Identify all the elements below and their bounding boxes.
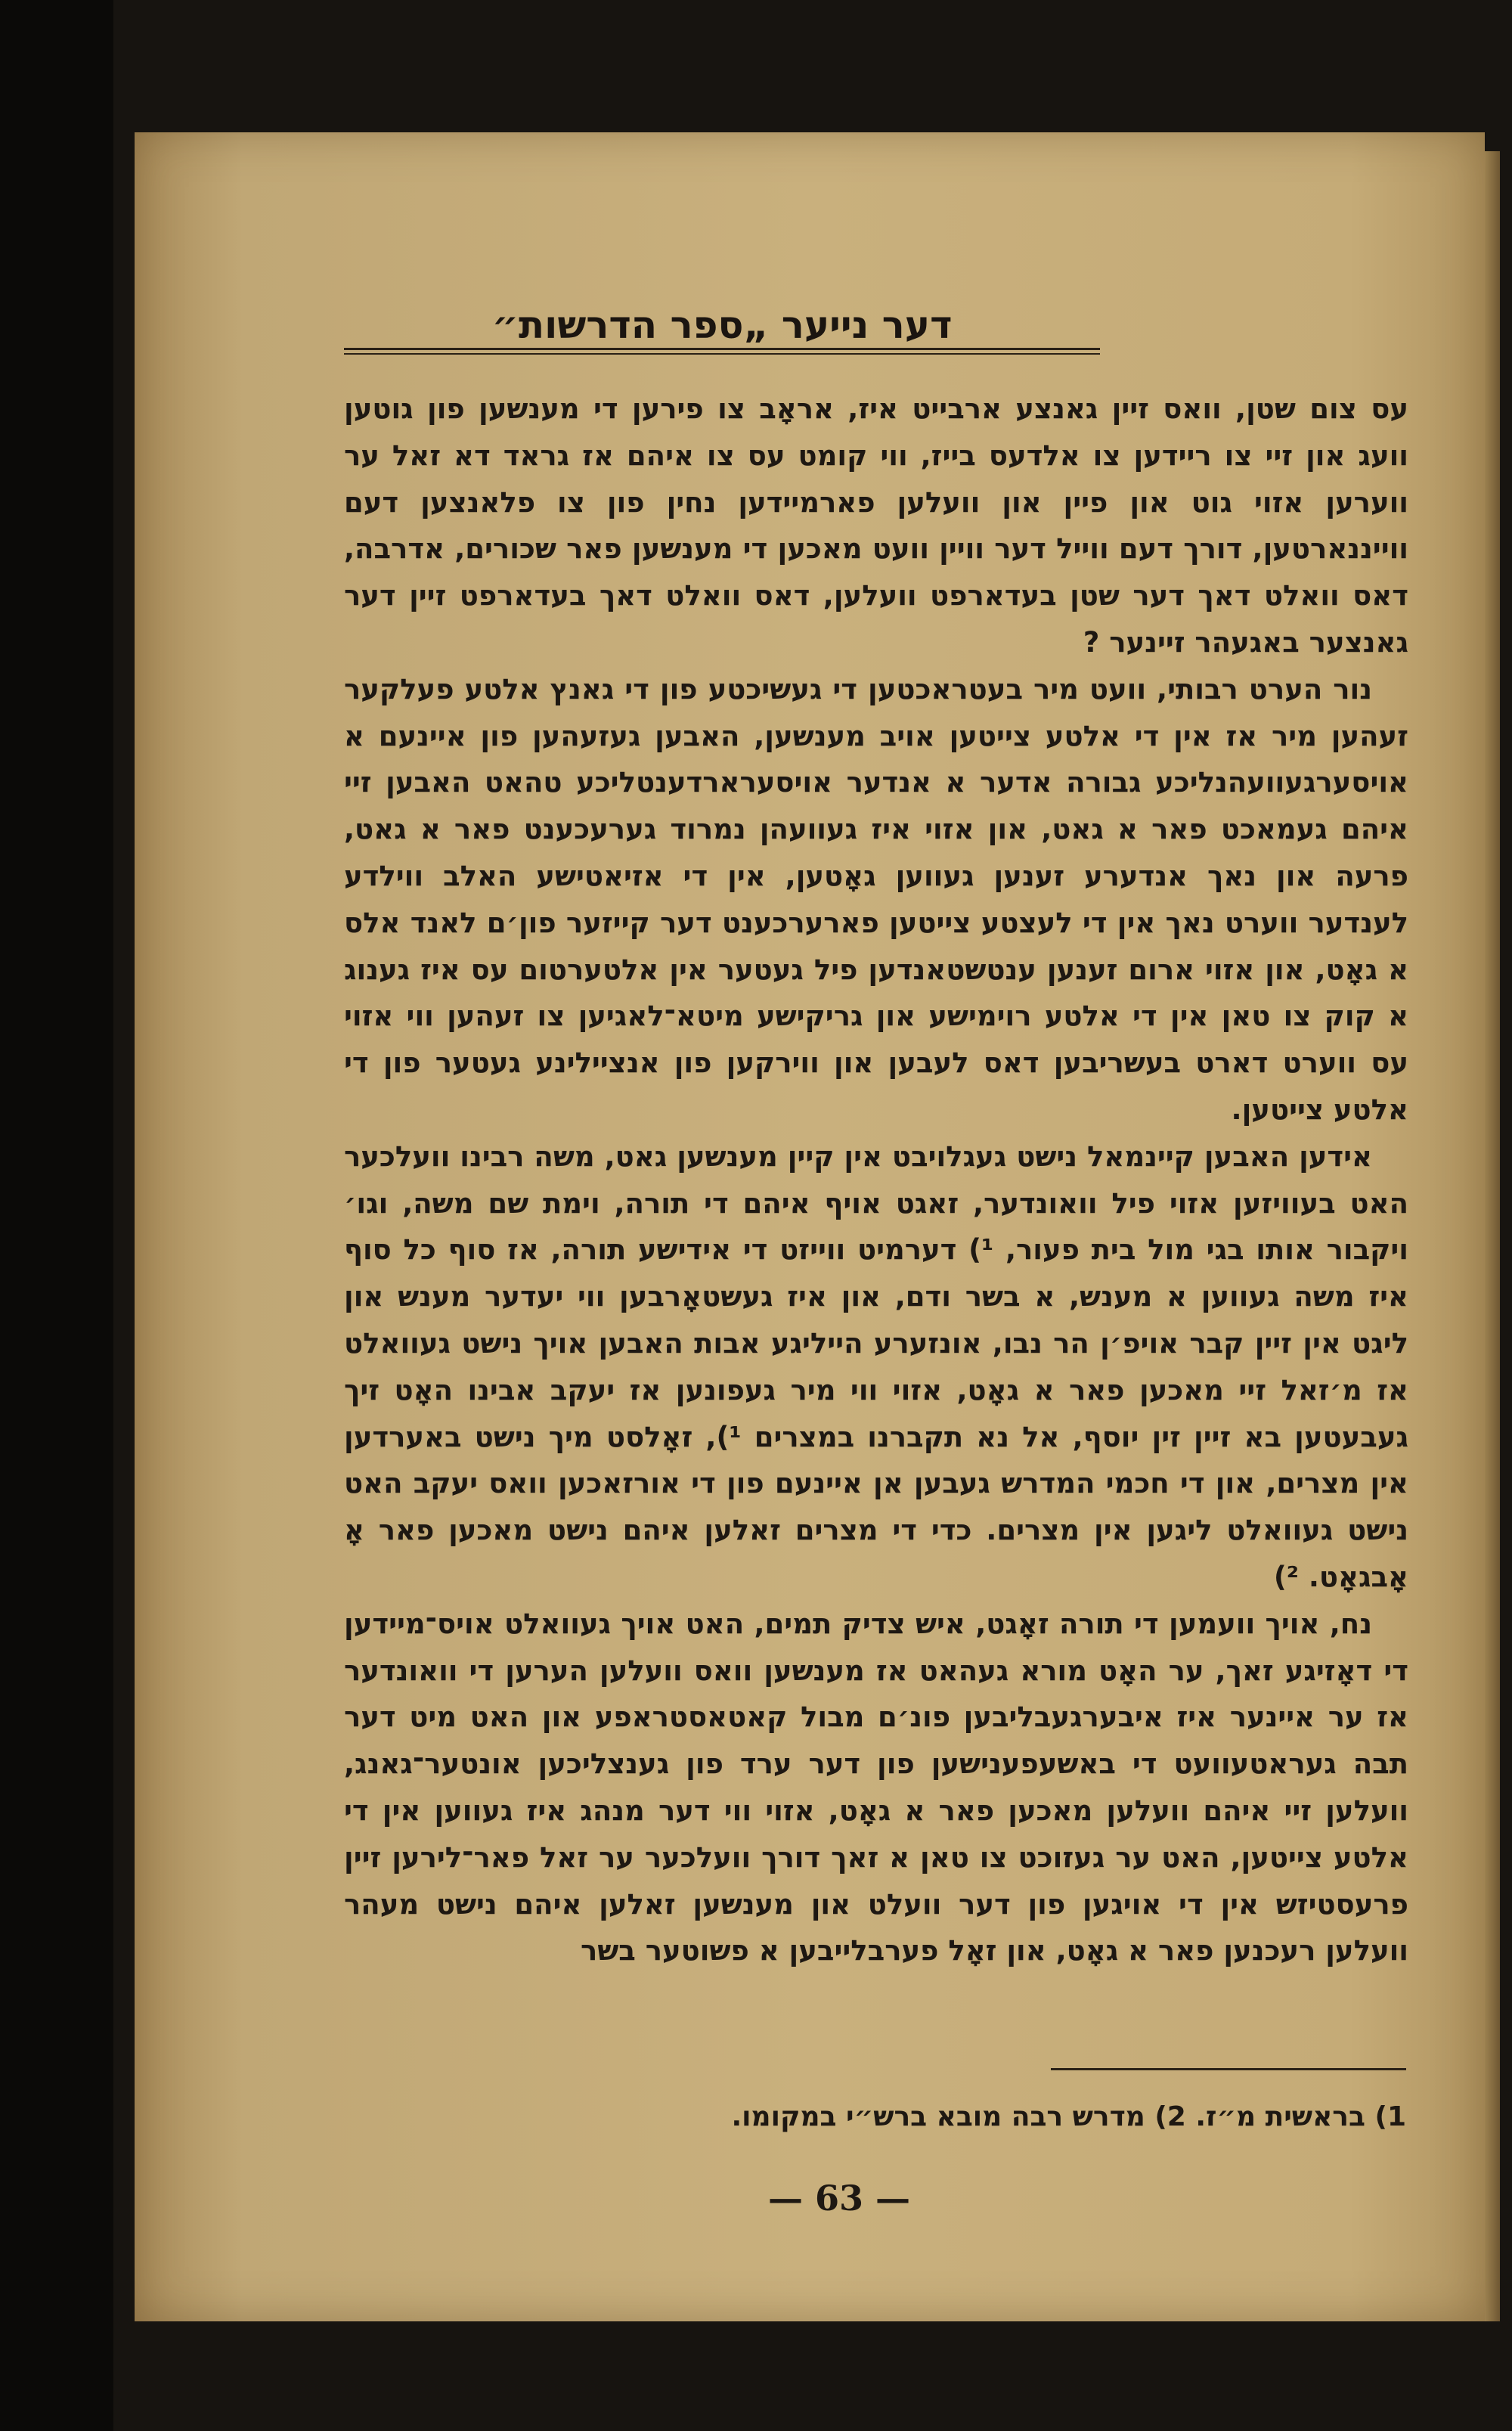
footnotes: 1) בראשית מ״ז. 2) מדרש רבה מובא ברש״י במקומו. <box>731 2101 1406 2132</box>
paragraph: אידען האבען קיינמאל נישט געגלויבט אין קיין מענשען גאט, משה רבינו וועלכער האט בעוויזען אזוי פיל וואונדער, זאגט אויף איהם די תורה, וימת שם משה, וגו׳ ויקבור אותו בגי מול בית פעור, ¹) דערמיט ווייזט די אידישע תורה, אז סוף כל סוף איז משה געווען א מענש, א בשר ודם, און איז געשטאָרבען ווי יעדער מענש און ליגט אין זיין קבר אויפ׳ן הר נבו, אונזערע הייליגע אבות האבען אויך נישט געוואלט אז מ׳זאל זיי מאכען פאר א גאָט, אזוי ווי מיר געפונען אז יעקב אבינו האָט זיך געבעטען בא זיין זין יוסף, אל נא תקברנו במצרים ¹), זאָלסט מיך נישט באערדען אין מצרים, און די חכמי המדרש געבען אן איינעם פון די אורזאכען וואס יעקב האט נישט געוואלט ליגען אין מצרים. כדי די מצרים זאלען איהם נישט מאכען פאר אָ אָבגאָט. ²) <box>344 1140 1409 1593</box>
page-edge <box>1485 151 1500 2321</box>
paragraph: נור הערט רבותי, וועט מיר בעטראכטען די געשיכטע פון די גאנץ אלטע פעלקער זעהען מיר אז אין די אלטע צייטען אויב מענשען, האבען געזעהען פון איינעם א אויסערגעוועהנליכע גבורה אדער א אנדער אויסערארדענטליכע טהאט האבען זיי איהם געמאכט פאר א גאט, און אזוי איז געוועהן נמרוד גערעכענט פאר א גאט, פרעה און נאך אנדערע זענען געווען גאָטען, אין די אזיאטישע האלב ווילדע לענדער ווערט נאך אין די לעצטע צייטען פארערכענט דער קייזער פון׳ם לאנד אלס א גאָט, און אזוי ארום זענען ענטשטאנדען פיל געטער אין אלטערטום עס איז גענוג א קוק צו טאן אין די אלטע רוימישע און גריקישע מיטא־לאגיען צו זעהען ווי אזוי עס ווערט דארט בעשריבען דאס לעבען און ווירקען פון אנציילינע געטער פון די אלטע צייטען. <box>344 672 1408 1126</box>
header-rule <box>344 348 1100 355</box>
paragraph: נח, אויך וועמען די תורה זאָגט, איש צדיק תמים, האט אויך געוואלט אויס־מיידען די דאָזיגע זאך, ער האָט מורא געהאט אז מענשען וואס וועלען הערען די וואונדער אז ער איינער איז איבערגעבליבען פונ׳ם מבול קאטאסטראפע און האט מיט דער תבה געראטעוועט די באשעפענישען פון דער ערד פון גענצליכען אונטער־גאנג, וועלען זיי איהם וועלען מאכען פאר א גאָט, אזוי ווי דער מנהג איז געווען אין די אלטע צייטען, האט ער געזוכט צו טאן א זאך דורך וועלכער ער זאל פאר־לירען זיין פרעסטיזש אין די אויגען פון דער וועלט און מענשען זאלען איהם נישט מעהר וועלען רעכנען פאר א גאָט, און זאָל פערבלייבען א פשוטער בשר <box>344 1607 1408 1967</box>
body-text <box>344 386 1408 1974</box>
paragraph: עס צום שטן, וואס זיין גאנצע ארבייט איז, אראָב צו פירען די מענשען פון גוטען וועג און זיי צו ריידען צו אלדעס בייז, ווי קומט עס צו איהם אז גראד דא זאל ער ווערען אזוי גוט און פיין און וועלען פארמיידען נחין פון צו פלאנצען דעם ווייננארטען, דורך דעם ווייל דער וויין וועט מאכען די מענשען פאר שכורים, אדרבה, דאס וואלט דאך דער שטן בעדארפט וועלען, דאס וואלט דאך בעדארפט זיין דער גאנצער באגעהר זיינער ? <box>344 392 1408 659</box>
page-number: — 63 — <box>767 2178 911 2219</box>
footnote-rule <box>1051 2068 1406 2070</box>
running-header: דער נייער „ספר הדרשות״ <box>491 303 953 347</box>
